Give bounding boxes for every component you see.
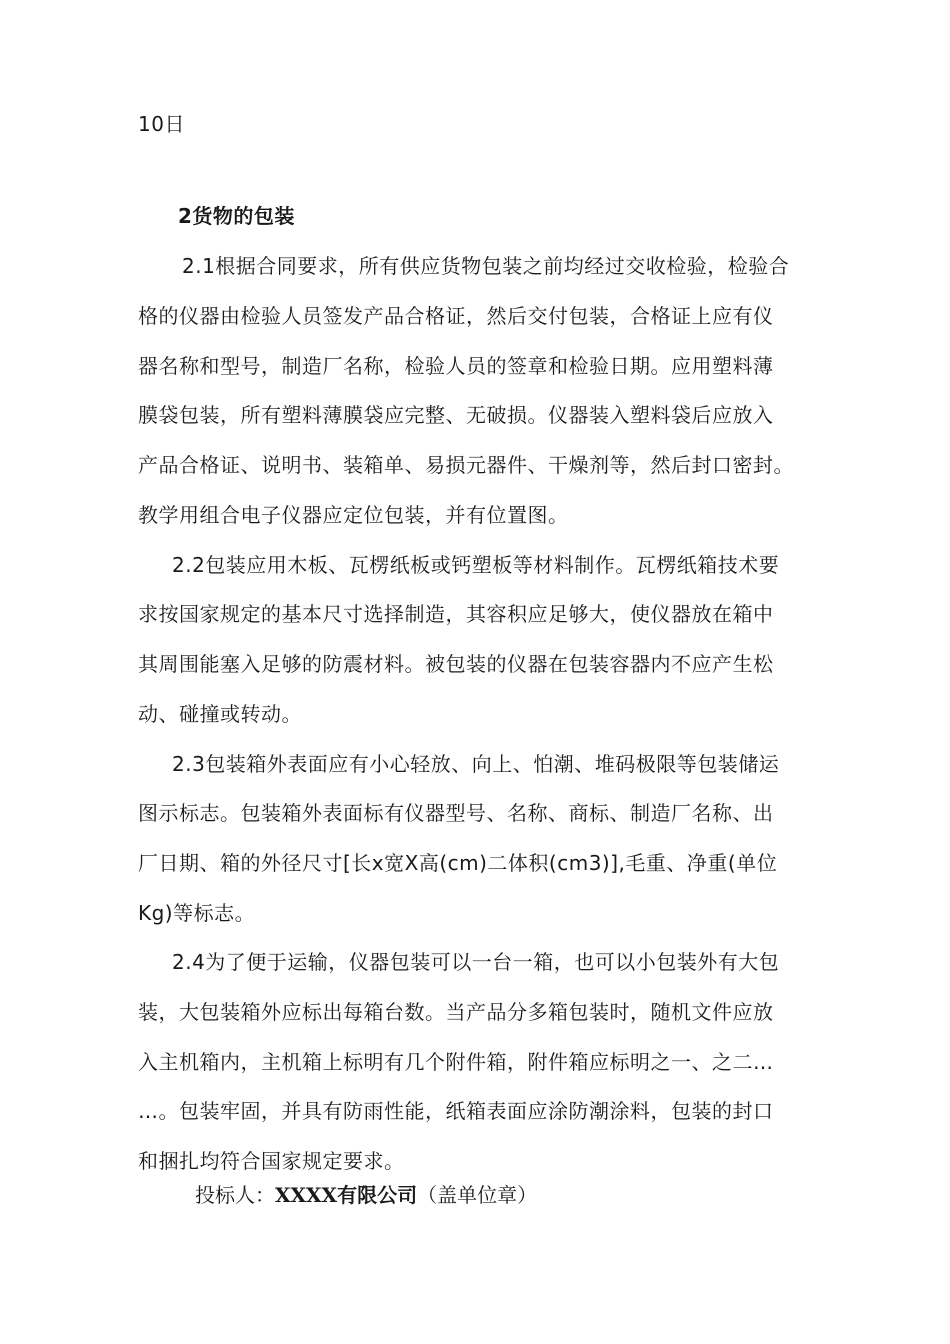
paragraph-line: 图示标志。包装箱外表面标有仪器型号、名称、商标、制造厂名称、出 — [138, 801, 774, 825]
paragraph-line: 2.3包装箱外表面应有小心轻放、向上、怕潮、堆码极限等包装储运 — [172, 752, 780, 776]
paragraph-line: 格的仪器由检验人员签发产品合格证，然后交付包装，合格证上应有仪 — [138, 304, 774, 328]
paragraph-line: 器名称和型号，制造厂名称，检验人员的签章和检验日期。应用塑料薄 — [138, 354, 774, 378]
company-name: XXXX有限公司 — [275, 1183, 418, 1207]
paragraph-line: 产品合格证、说明书、装箱单、易损元器件、干燥剂等，然后封口密封。 — [138, 453, 794, 477]
paragraph-line: …。包装牢固，并具有防雨性能，纸箱表面应涂防潮涂料，包装的封口 — [138, 1099, 774, 1123]
paragraph-line: Kg)等标志。 — [138, 901, 256, 925]
paragraph-line: 和捆扎均符合国家规定要求。 — [138, 1149, 405, 1173]
paragraph-line: 2.2包装应用木板、瓦楞纸板或钙塑板等材料制作。瓦楞纸箱技术要 — [172, 553, 780, 577]
paragraph-line: 装，大包装箱外应标出每箱台数。当产品分多箱包装时，随机文件应放 — [138, 1000, 774, 1024]
paragraph-line: 入主机箱内，主机箱上标明有几个附件箱，附件箱应标明之一、之二… — [138, 1050, 774, 1074]
paragraph-line: 厂日期、箱的外径尺寸[长x宽X高(cm)二体积(cm3)],毛重、净重(单位 — [138, 851, 778, 875]
paragraph-line: 动、碰撞或转动。 — [138, 702, 302, 726]
paragraph-line: 求按国家规定的基本尺寸选择制造，其容积应足够大，使仪器放在箱中 — [138, 602, 774, 626]
signature-line — [195, 1181, 537, 1209]
paragraph-line: 其周围能塞入足够的防震材料。被包装的仪器在包装容器内不应产生松 — [138, 652, 774, 676]
section-heading: 2货物的包装 — [178, 204, 295, 228]
seal-note: （盖单位章） — [417, 1183, 538, 1207]
paragraph-line: 2.4为了便于运输，仪器包装可以一台一箱，也可以小包装外有大包 — [172, 950, 780, 974]
paragraph-line: 教学用组合电子仪器应定位包装，并有位置图。 — [138, 503, 569, 527]
paragraph-line: 膜袋包装，所有塑料薄膜袋应完整、无破损。仪器装入塑料袋后应放入 — [138, 403, 774, 427]
top-fragment: 10日 — [138, 112, 185, 136]
paragraph-line: 2.1根据合同要求，所有供应货物包装之前均经过交收检验，检验合 — [182, 254, 790, 278]
signature-label: 投标人： — [195, 1183, 275, 1207]
